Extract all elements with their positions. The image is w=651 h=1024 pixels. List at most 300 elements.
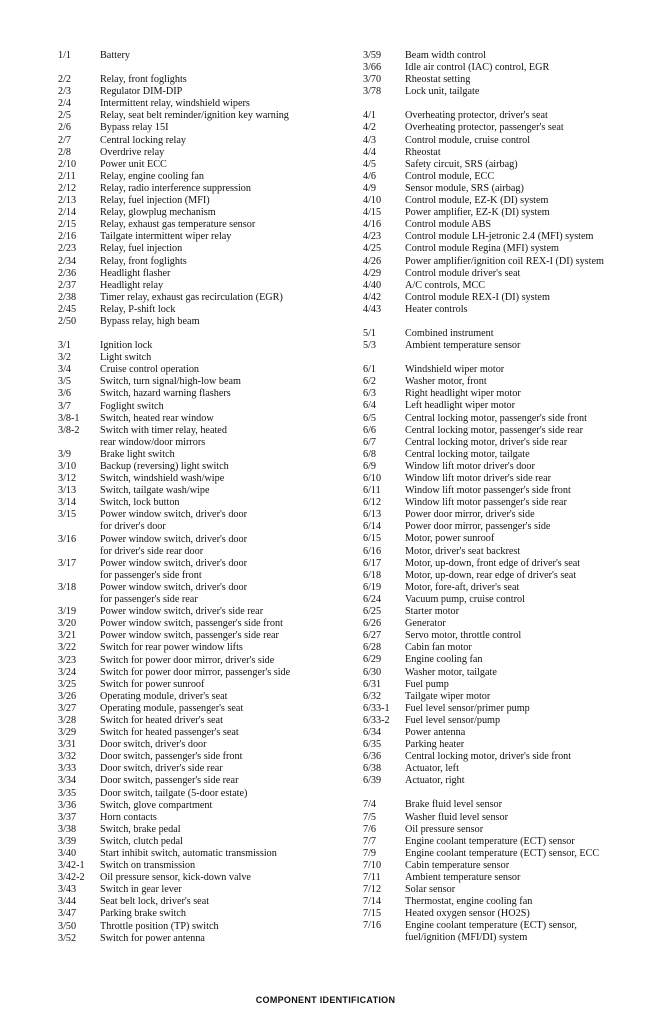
- component-description: Power window switch, driver's door: [100, 557, 247, 569]
- component-row: [363, 824, 648, 836]
- component-row: [363, 763, 648, 775]
- component-code: 6/30: [363, 666, 382, 678]
- component-code: 3/12: [58, 473, 77, 485]
- component-row: [58, 691, 348, 703]
- component-row: [58, 570, 348, 582]
- component-code: 3/9: [58, 448, 72, 460]
- component-code: 2/12: [58, 182, 77, 194]
- component-description: Engine coolant temperature (ECT) sensor: [405, 835, 575, 847]
- component-description: Washer motor, front: [405, 376, 487, 388]
- component-description: Ambient temperature sensor: [405, 872, 521, 883]
- component-row: [58, 183, 348, 195]
- component-row: [58, 449, 348, 461]
- component-row: [58, 788, 348, 800]
- component-row: [363, 74, 648, 86]
- component-code: 3/8-2: [58, 424, 80, 436]
- component-row: [58, 509, 348, 521]
- component-code: 6/16: [363, 545, 382, 557]
- component-description: Power unit ECC: [100, 158, 167, 170]
- component-row: [58, 521, 348, 533]
- component-description: Timer relay, exhaust gas recirculation (EGR): [100, 291, 283, 303]
- component-row: [363, 497, 648, 509]
- component-description: Relay, engine cooling fan: [100, 170, 205, 182]
- component-code: 6/6: [363, 424, 377, 436]
- component-description: Switch in gear lever: [100, 884, 182, 896]
- component-description: Combined instrument: [405, 327, 494, 339]
- component-code: 5/3: [363, 340, 377, 352]
- left-component-list: [58, 50, 348, 945]
- component-description: Washer fluid level sensor: [405, 811, 509, 823]
- component-row: [58, 280, 348, 292]
- component-description: Actuator, right: [405, 775, 465, 787]
- component-description: Operating module, driver's seat: [100, 690, 228, 702]
- component-description: Light switch: [100, 352, 152, 364]
- component-description: Brake light switch: [100, 448, 175, 460]
- component-description: Heater controls: [405, 303, 468, 315]
- component-code: 3/14: [58, 497, 77, 509]
- component-row: [58, 147, 348, 159]
- component-code: 3/34: [58, 775, 77, 787]
- component-row: [58, 739, 348, 751]
- component-row: [58, 679, 348, 691]
- component-description: Window lift motor driver's side rear: [405, 473, 551, 484]
- component-description: Servo motor, throttle control: [405, 630, 522, 642]
- component-description: Door switch, driver's side rear: [100, 763, 223, 775]
- component-row: [363, 219, 648, 231]
- component-row: [58, 534, 348, 546]
- component-code: 7/14: [363, 896, 382, 908]
- component-code: [58, 570, 100, 582]
- component-description: Door switch, tailgate (5-door estate): [100, 787, 248, 799]
- component-code: 6/29: [363, 654, 382, 666]
- component-row: [363, 304, 648, 316]
- component-description: Central locking motor, driver's side rear: [405, 436, 568, 448]
- component-description: Switch for power door mirror, passenger's side: [100, 666, 291, 678]
- component-row: [363, 340, 648, 352]
- component-row: [363, 243, 648, 255]
- component-code: 6/25: [363, 606, 382, 618]
- component-description: Oil pressure sensor: [405, 823, 484, 835]
- component-code: 2/23: [58, 243, 77, 255]
- component-description: Control module, EZ-K (DI) system: [405, 195, 549, 207]
- component-row: [58, 896, 348, 908]
- component-row: [363, 110, 648, 122]
- component-description: Switch, brake pedal: [100, 823, 181, 835]
- component-row: [363, 376, 648, 388]
- component-row: [58, 74, 348, 86]
- component-row: [58, 921, 348, 933]
- component-row: [58, 352, 348, 364]
- component-description: Thermostat, engine cooling fan: [405, 896, 533, 908]
- component-row: [58, 207, 348, 219]
- component-code: 6/24: [363, 593, 382, 605]
- component-description: Sensor module, SRS (airbag): [405, 182, 524, 194]
- component-row: [363, 509, 648, 521]
- component-code: 7/12: [363, 884, 382, 896]
- component-code: [58, 437, 100, 449]
- component-description: Control module Regina (MFI) system: [405, 243, 559, 255]
- component-description: Bypass relay 15I: [100, 122, 169, 134]
- component-row: [58, 546, 348, 558]
- component-row: [363, 908, 648, 920]
- component-code: 3/7: [58, 400, 72, 412]
- component-description: Engine coolant temperature (ECT) sensor,: [405, 920, 577, 932]
- component-description: Central locking motor, tailgate: [405, 448, 530, 460]
- component-code: 6/13: [363, 509, 382, 521]
- component-code: 6/33-2: [363, 714, 390, 726]
- component-code: 3/36: [58, 799, 77, 811]
- component-code: 3/1: [58, 340, 72, 352]
- component-code: 3/70: [363, 74, 382, 86]
- component-description: Oil pressure sensor, kick-down valve: [100, 872, 251, 884]
- component-description: Power antenna: [405, 726, 466, 738]
- component-row: [363, 618, 648, 630]
- component-row: [58, 497, 348, 509]
- component-code: 3/47: [58, 908, 77, 920]
- component-code: 3/24: [58, 666, 77, 678]
- component-row: [363, 896, 648, 908]
- component-description: Control module, ECC: [405, 170, 495, 182]
- component-description: Cabin temperature sensor: [405, 859, 510, 871]
- component-description: Switch, turn signal/high-low beam: [100, 376, 241, 388]
- component-code: 6/9: [363, 460, 377, 472]
- component-row: [363, 872, 648, 884]
- component-code: [58, 521, 100, 533]
- component-row: [58, 582, 348, 594]
- component-code: 6/17: [363, 557, 382, 569]
- component-code: 3/25: [58, 678, 77, 690]
- component-row: [58, 836, 348, 848]
- component-row: [58, 461, 348, 473]
- component-code: [58, 546, 100, 558]
- component-row: [363, 654, 648, 666]
- component-row: [58, 98, 348, 110]
- component-row: [58, 775, 348, 787]
- component-row: [58, 824, 348, 836]
- component-row: [363, 570, 648, 582]
- component-row: [58, 800, 348, 812]
- component-row: [363, 920, 648, 932]
- component-code: 6/15: [363, 533, 382, 545]
- component-code: 4/23: [363, 231, 382, 243]
- component-row: [58, 304, 348, 316]
- component-description: Control module LH-jetronic 2.4 (MFI) system: [405, 231, 594, 243]
- component-row: [58, 110, 348, 122]
- component-description: Switch, hazard warning flashers: [100, 388, 231, 400]
- component-description: Actuator, left: [405, 763, 459, 775]
- component-description: Relay, exhaust gas temperature sensor: [100, 219, 256, 231]
- component-code: 4/26: [363, 255, 382, 267]
- component-description: Intermittent relay, windshield wipers: [100, 98, 250, 110]
- component-code: 3/22: [58, 642, 77, 654]
- section-gap: [363, 316, 648, 328]
- component-description: Relay, P-shift lock: [100, 303, 176, 315]
- component-code: 6/35: [363, 739, 382, 751]
- component-description: Central locking relay: [100, 134, 186, 146]
- component-row: [58, 340, 348, 352]
- component-code: 6/32: [363, 690, 382, 702]
- component-description: Parking heater: [405, 739, 465, 751]
- component-row: [363, 533, 648, 545]
- component-description: Control module, cruise control: [405, 134, 531, 146]
- component-description: Lock unit, tailgate: [405, 86, 480, 98]
- section-gap: [58, 328, 348, 340]
- component-row: [58, 171, 348, 183]
- component-description: Switch on transmission: [100, 860, 196, 872]
- component-description: Relay, front foglights: [100, 255, 187, 267]
- component-row: [363, 159, 648, 171]
- component-row: [363, 836, 648, 848]
- component-code: 3/40: [58, 848, 77, 859]
- component-code: 7/6: [363, 823, 377, 835]
- component-description: for passenger's side front: [100, 569, 202, 581]
- component-description: Switch for power sunroof: [100, 678, 205, 690]
- component-row: [58, 812, 348, 824]
- component-row: [363, 280, 648, 292]
- component-row: [363, 62, 648, 74]
- component-code: 2/36: [58, 267, 77, 279]
- component-row: [58, 860, 348, 872]
- component-code: 4/29: [363, 267, 382, 279]
- component-code: 5/1: [363, 327, 377, 339]
- component-code: 3/10: [58, 461, 77, 472]
- component-description: Switch, heated rear window: [100, 412, 214, 424]
- component-code: 1/1: [58, 50, 72, 61]
- component-description: Overheating protector, driver's seat: [405, 110, 548, 122]
- component-description: Motor, up-down, front edge of driver's seat: [405, 557, 581, 569]
- component-description: Window lift motor passenger's side front: [405, 485, 571, 497]
- component-code: 3/66: [363, 62, 382, 74]
- component-description: Beam width control: [405, 50, 486, 61]
- component-code: 3/18: [58, 581, 77, 593]
- component-description: A/C controls, MCC: [405, 279, 486, 291]
- section-gap: [58, 62, 348, 74]
- component-description: Battery: [100, 50, 130, 61]
- component-row: [363, 171, 648, 183]
- component-code: 7/11: [363, 872, 381, 883]
- component-description: Power window switch, driver's door: [100, 533, 247, 545]
- component-code: 3/23: [58, 654, 77, 666]
- component-row: [363, 195, 648, 207]
- component-description: Tailgate intermittent wiper relay: [100, 231, 232, 243]
- component-row: [58, 618, 348, 630]
- component-code: 3/50: [58, 920, 77, 932]
- component-code: 3/44: [58, 896, 77, 908]
- component-row: [363, 642, 648, 654]
- component-row: [58, 364, 348, 376]
- component-row: [58, 884, 348, 896]
- component-row: [363, 546, 648, 558]
- component-description: fuel/ignition (MFI/DI) system: [405, 932, 528, 944]
- component-description: Door switch, driver's door: [100, 739, 207, 751]
- component-description: Central locking motor, passenger's side front: [405, 412, 587, 424]
- component-code: 3/35: [58, 787, 77, 799]
- component-description: Motor, driver's seat backrest: [405, 545, 521, 557]
- component-row: [58, 703, 348, 715]
- component-row: [363, 292, 648, 304]
- component-description: Heated oxygen sensor (HO2S): [405, 908, 530, 920]
- component-code: 6/39: [363, 775, 382, 787]
- component-row: [58, 256, 348, 268]
- component-description: Headlight flasher: [100, 267, 171, 279]
- component-row: [363, 679, 648, 691]
- component-description: Control module REX-I (DI) system: [405, 291, 550, 303]
- component-description: Switch, tailgate wash/wipe: [100, 485, 210, 497]
- component-row: [363, 449, 648, 461]
- component-code: 3/4: [58, 364, 72, 376]
- component-code: 2/5: [58, 110, 72, 122]
- component-row: [58, 727, 348, 739]
- component-code: 2/34: [58, 255, 77, 267]
- component-row: [58, 231, 348, 243]
- component-code: 6/7: [363, 436, 377, 448]
- component-description: Tailgate wiper motor: [405, 690, 491, 702]
- component-code: 4/42: [363, 291, 382, 303]
- component-code: 7/10: [363, 859, 382, 871]
- component-code: 2/38: [58, 291, 77, 303]
- component-description: Switch for heated passenger's seat: [100, 727, 239, 739]
- component-code: 6/5: [363, 412, 377, 424]
- component-row: [363, 207, 648, 219]
- component-description: for driver's door: [100, 521, 166, 533]
- component-row: [363, 739, 648, 751]
- component-row: [58, 655, 348, 667]
- component-description: for passenger's side rear: [100, 594, 198, 606]
- component-description: Power window switch, passenger's side front: [100, 618, 283, 630]
- component-description: Power door mirror, driver's side: [405, 509, 535, 521]
- component-code: 2/11: [58, 170, 76, 182]
- component-code: 6/27: [363, 630, 382, 642]
- component-code: 7/5: [363, 811, 377, 823]
- component-description: Engine coolant temperature (ECT) sensor, ECC: [405, 847, 600, 859]
- component-description: Door switch, passenger's side front: [100, 751, 243, 763]
- component-description: Power window switch, driver's door: [100, 509, 247, 521]
- component-code: 3/43: [58, 884, 77, 896]
- component-code: [363, 932, 405, 944]
- component-row: [363, 86, 648, 98]
- component-code: 2/45: [58, 303, 77, 315]
- component-description: for driver's side rear door: [100, 545, 204, 557]
- component-code: 3/33: [58, 763, 77, 775]
- component-code: [58, 594, 100, 606]
- component-row: [58, 122, 348, 134]
- component-code: 2/8: [58, 146, 72, 158]
- component-description: Solar sensor: [405, 884, 456, 896]
- component-row: [363, 400, 648, 412]
- component-code: 4/5: [363, 158, 377, 170]
- component-code: 4/15: [363, 207, 382, 219]
- component-row: [363, 848, 648, 860]
- component-code: 6/19: [363, 581, 382, 593]
- component-row: [58, 243, 348, 255]
- component-row: [58, 848, 348, 860]
- component-code: 4/6: [363, 170, 377, 182]
- component-description: Brake fluid level sensor: [405, 799, 503, 811]
- component-description: Engine cooling fan: [405, 654, 483, 666]
- component-code: 4/4: [363, 146, 377, 158]
- component-row: [363, 388, 648, 400]
- component-description: Overdrive relay: [100, 146, 165, 158]
- component-description: Switch, glove compartment: [100, 799, 213, 811]
- component-code: 3/42-1: [58, 860, 85, 872]
- component-row: [58, 872, 348, 884]
- component-code: 4/16: [363, 219, 382, 231]
- component-code: 3/78: [363, 86, 382, 98]
- component-code: 3/27: [58, 702, 77, 714]
- component-description: Seat belt lock, driver's seat: [100, 896, 210, 908]
- component-description: Start inhibit switch, automatic transmission: [100, 848, 277, 859]
- component-description: Control module driver's seat: [405, 267, 521, 279]
- component-code: 2/7: [58, 134, 72, 146]
- component-description: Horn contacts: [100, 811, 157, 823]
- component-row: [363, 425, 648, 437]
- component-description: Rheostat: [405, 146, 441, 158]
- component-description: Parking brake switch: [100, 908, 187, 920]
- component-code: 4/3: [363, 134, 377, 146]
- component-code: 6/3: [363, 388, 377, 400]
- component-row: [58, 388, 348, 400]
- component-code: 3/37: [58, 811, 77, 823]
- component-code: 4/40: [363, 279, 382, 291]
- component-description: Relay, front foglights: [100, 74, 187, 86]
- component-description: Power door mirror, passenger's side: [405, 521, 551, 533]
- component-row: [363, 122, 648, 134]
- component-row: [363, 860, 648, 872]
- component-code: 2/2: [58, 74, 72, 86]
- component-description: Central locking motor, driver's side front: [405, 751, 572, 763]
- component-description: Switch, lock button: [100, 497, 180, 509]
- component-row: [58, 292, 348, 304]
- component-description: Power window switch, passenger's side rear: [100, 630, 279, 642]
- component-code: 3/21: [58, 630, 77, 642]
- section-gap: [363, 352, 648, 364]
- component-description: Starter motor: [405, 606, 460, 618]
- component-code: 3/17: [58, 557, 77, 569]
- component-row: [58, 401, 348, 413]
- component-row: [58, 594, 348, 606]
- component-row: [363, 775, 648, 787]
- component-code: 2/3: [58, 86, 72, 98]
- component-description: Relay, fuel injection (MFI): [100, 195, 210, 207]
- page-footer-title: COMPONENT IDENTIFICATION: [255, 995, 396, 1005]
- component-description: Fuel pump: [405, 678, 449, 690]
- component-description: Switch for heated driver's seat: [100, 714, 223, 726]
- component-code: 2/37: [58, 279, 77, 291]
- component-code: 6/11: [363, 485, 381, 497]
- component-code: 6/26: [363, 618, 382, 630]
- component-row: [58, 606, 348, 618]
- component-code: 6/33-1: [363, 702, 390, 714]
- component-description: Overheating protector, passenger's seat: [405, 122, 564, 134]
- component-description: Control module ABS: [405, 219, 492, 231]
- component-description: Relay, glowplug mechanism: [100, 207, 216, 219]
- component-code: 7/4: [363, 799, 377, 811]
- component-description: Cabin fan motor: [405, 642, 472, 654]
- component-row: [363, 667, 648, 679]
- component-description: Generator: [405, 618, 446, 630]
- component-code: 6/31: [363, 678, 382, 690]
- component-row: [363, 521, 648, 533]
- component-code: 6/8: [363, 448, 377, 460]
- section-gap: [363, 98, 648, 110]
- component-code: 6/34: [363, 726, 382, 738]
- component-code: 2/13: [58, 195, 77, 207]
- component-description: Door switch, passenger's side rear: [100, 775, 239, 787]
- component-code: 3/16: [58, 533, 77, 545]
- component-row: [363, 268, 648, 280]
- component-description: Switch, windshield wash/wipe: [100, 473, 225, 485]
- component-code: 6/10: [363, 473, 382, 484]
